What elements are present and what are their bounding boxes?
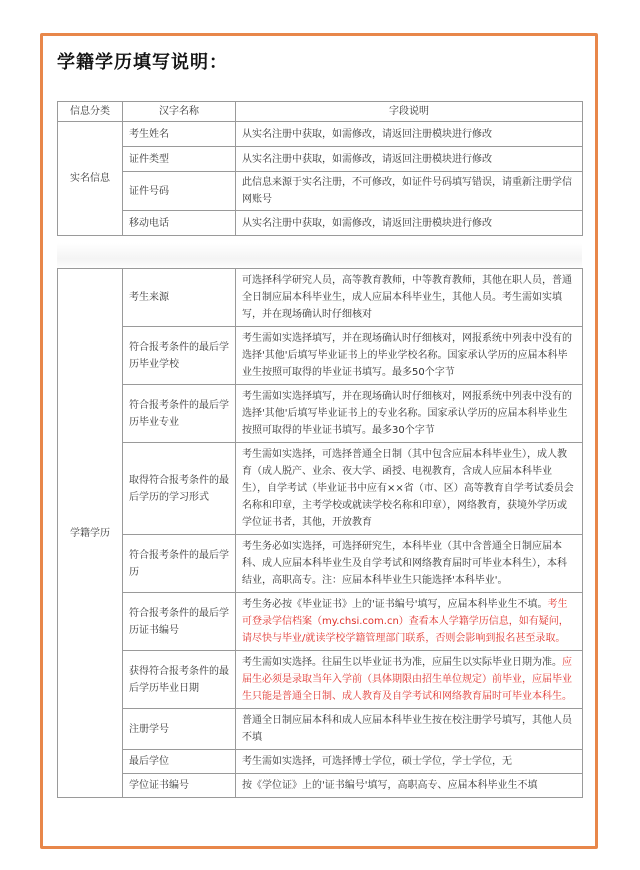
table-row	[58, 750, 583, 774]
field-name: 符合报考条件的最后学历毕业专业	[123, 385, 236, 443]
field-name: 证件类型	[123, 147, 236, 172]
category-real-name: 实名信息	[58, 122, 123, 236]
field-description: 从实名注册中获取，如需修改，请返回注册模块进行修改	[236, 211, 583, 236]
table-row	[58, 651, 583, 709]
table-row	[58, 327, 583, 385]
header-description: 字段说明	[236, 102, 583, 122]
field-name: 最后学位	[123, 750, 236, 774]
category-education: 学籍学历	[58, 269, 123, 798]
table-header-row	[58, 102, 583, 122]
field-name: 考生姓名	[123, 122, 236, 147]
field-description	[236, 651, 583, 709]
real-name-info-table	[57, 101, 583, 236]
field-name: 学位证书编号	[123, 774, 236, 798]
field-description: 普通全日制应届本科和成人应届本科毕业生按在校注册学号填写，其他人员不填	[236, 709, 583, 750]
highlighted-note: 考生可登录学信档案（my.chsi.com.cn）查看本人学籍学历信息，如有疑问，请尽快与毕业/就读学校学籍管理部门联系，否则会影响到报名甚至录取。	[242, 599, 569, 644]
field-description	[236, 593, 583, 651]
education-info-table	[57, 268, 583, 798]
field-description: 考生需如实选择，可选择博士学位，硕士学位，学士学位，无	[236, 750, 583, 774]
field-name: 考生来源	[123, 269, 236, 327]
field-description: 考生务必如实选择，可选择研究生，本科毕业（其中含普通全日制应届本科、成人应届本科毕业生及自学考试和网络教育届时可毕业本科生），本科结业，高职高专。注：应届本科毕业生只能选择'本科毕业'。	[236, 535, 583, 593]
field-description: 可选择科学研究人员，高等教育教师，中等教育教师，其他在职人员，普通全日制应届本科毕业生，成人应届本科毕业生，其他人员。考生需如实填写，并在现场确认时仔细核对	[236, 269, 583, 327]
table-row	[58, 147, 583, 172]
description-text: 考生需如实选择。往届生以毕业证书为准，应届生以实际毕业日期为准。	[242, 657, 562, 668]
highlighted-note: 应届生必须是录取当年入学前（具体期限由招生单位规定）前毕业，应届毕业生只能是普通全日制、成人教育及自学考试和网络教育届时可毕业本科生。	[242, 657, 572, 702]
table-row	[58, 443, 583, 535]
field-description: 按《学位证》上的'证书编号'填写，高职高专、应届本科毕业生不填	[236, 774, 583, 798]
table-row	[58, 122, 583, 147]
field-name: 注册学号	[123, 709, 236, 750]
field-name: 获得符合报考条件的最后学历毕业日期	[123, 651, 236, 709]
page-title: 学籍学历填写说明：	[57, 52, 228, 73]
field-name: 符合报考条件的最后学历毕业学校	[123, 327, 236, 385]
field-name: 取得符合报考条件的最后学历的学习形式	[123, 443, 236, 535]
table-row	[58, 535, 583, 593]
field-name: 证件号码	[123, 172, 236, 211]
field-description: 从实名注册中获取，如需修改，请返回注册模块进行修改	[236, 147, 583, 172]
field-description: 此信息来源于实名注册，不可修改，如证件号码填写错误，请重新注册学信网账号	[236, 172, 583, 211]
field-name: 符合报考条件的最后学历	[123, 535, 236, 593]
field-description: 考生需如实选择填写，并在现场确认时仔细核对，网报系统中列表中没有的选择'其他'后填写毕业证书上的专业名称。国家承认学历的应届本科毕业生按照可取得的毕业证书填写。最多30个字节	[236, 385, 583, 443]
table-row	[58, 709, 583, 750]
description-text: 考生务必按《毕业证书》上的'证书编号'填写，应届本科毕业生不填。	[242, 599, 548, 610]
table-row	[58, 385, 583, 443]
table-row	[58, 172, 583, 211]
field-description: 从实名注册中获取，如需修改，请返回注册模块进行修改	[236, 122, 583, 147]
table-row	[58, 593, 583, 651]
field-name: 符合报考条件的最后学历证书编号	[123, 593, 236, 651]
image-seam	[57, 243, 582, 269]
field-description: 考生需如实选择填写，并在现场确认时仔细核对，网报系统中列表中没有的选择'其他'后填写毕业证书上的毕业学校名称。国家承认学历的应届本科毕业生按照可取得的毕业证书填写。最多50个字节	[236, 327, 583, 385]
table-row	[58, 211, 583, 236]
table-row	[58, 269, 583, 327]
header-category: 信息分类	[58, 102, 123, 122]
field-name: 移动电话	[123, 211, 236, 236]
field-description: 考生需如实选择，可选择普通全日制（其中包含应届本科毕业生），成人教育（成人脱产、业余、夜大学、函授、电视教育，含成人应届本科毕业生），自学考试（毕业证书中应有××省（市、区）高等教育自学考试委员会名称和印章，主考学校或就读学校名称和印章），网络教育，获境外学历或学位证书者，其他，开放教育	[236, 443, 583, 535]
table-row	[58, 774, 583, 798]
header-name: 汉字名称	[123, 102, 236, 122]
